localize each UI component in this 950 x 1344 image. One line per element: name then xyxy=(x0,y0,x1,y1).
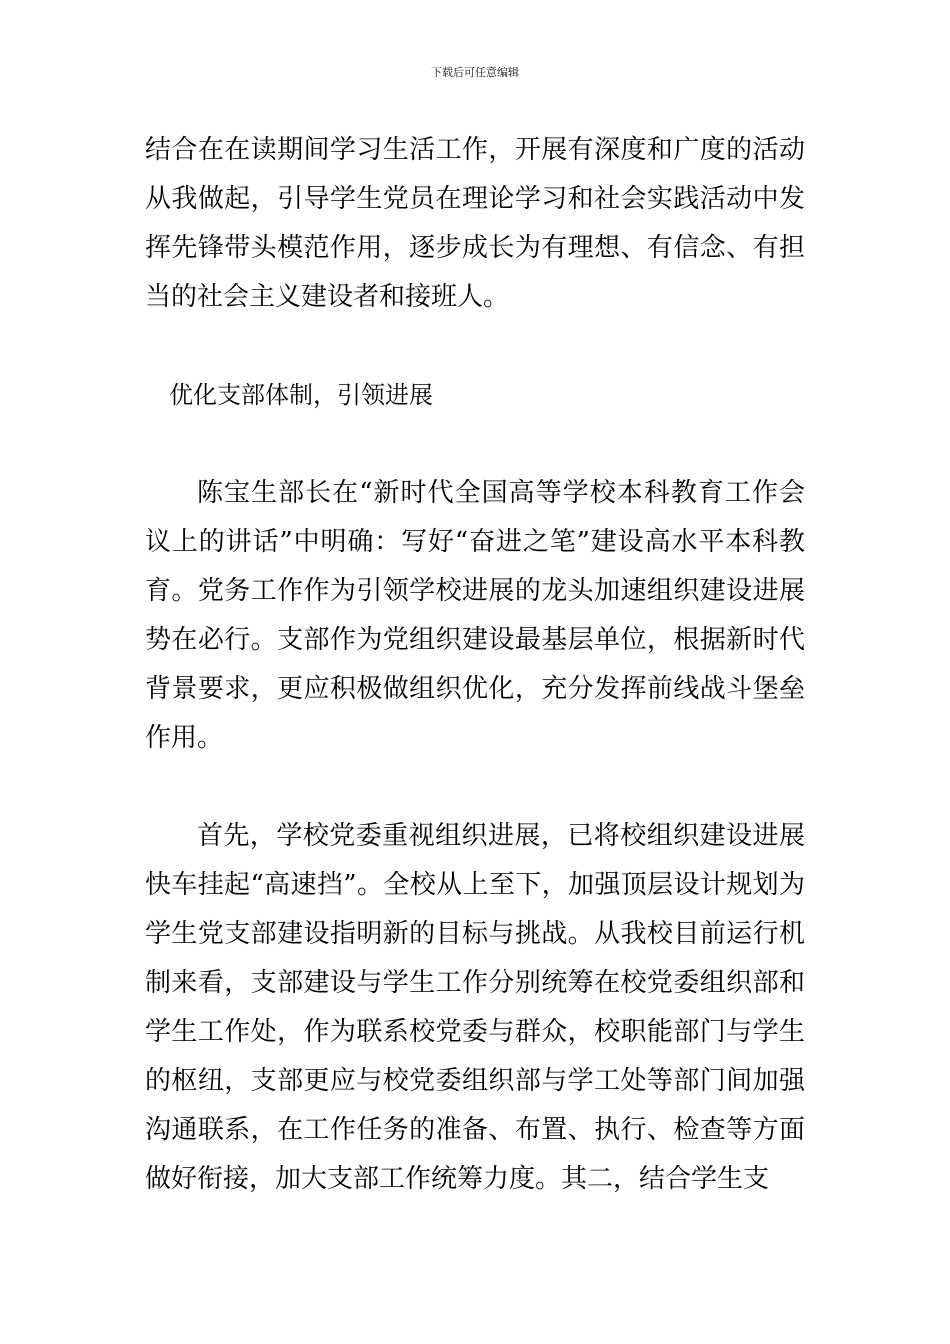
paragraph-continuation: 结合在在读期间学习生活工作，开展有深度和广度的活动从我做起，引导学生党员在理论学习和社会实践活动中发挥先锋带头模范作用，逐步成长为有理想、有信念、有担当的社会主义建设者和接班人。 xyxy=(145,135,805,312)
paragraph-first-point: 首先，学校党委重视组织进展，已将校组织建设进展快车挂起“高速挡”。全校从上至下，加强顶层设计规划为学生党支部建设指明新的目标与挑战。从我校目前运行机制来看，支部建设与学生工作分别统筹在校党委组织部和学生工作处，作为联系校党委与群众，校职能部门与学生的枢纽，支部更应与校党委组织部与学工处等部门间加强沟通联系，在工作任务的准备、布置、执行、检查等方面做好衔接，加大支部工作统筹力度。其二，结合学生支 xyxy=(145,821,805,1194)
paragraph-speech: 陈宝生部长在“新时代全国高等学校本科教育工作会议上的讲话”中明确：写好“奋进之笔”建设高水平本科教育。党务工作作为引领学校进展的龙头加速组织建设进展势在必行。支部作为党组织建设最基层单位，根据新时代背景要求，更应积极做组织优化，充分发挥前线战斗堡垒作用。 xyxy=(145,478,805,753)
page-header-note: 下载后可任意编辑 xyxy=(431,66,519,79)
section-heading: 优化支部体制，引领进展 xyxy=(169,381,433,409)
document-body xyxy=(145,126,805,1204)
